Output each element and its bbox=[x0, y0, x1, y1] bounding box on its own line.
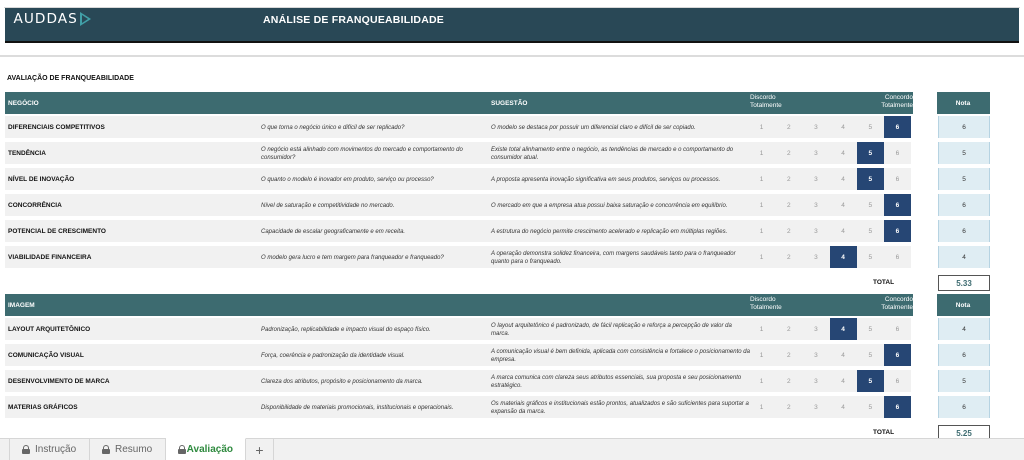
rating-option[interactable]: 5 bbox=[868, 123, 873, 131]
logo-text: AUDDAS bbox=[13, 11, 78, 27]
rating-option[interactable]: 4 bbox=[841, 201, 845, 209]
rating-scale bbox=[748, 116, 911, 138]
rating-option[interactable]: 5 bbox=[868, 201, 873, 209]
rating-option[interactable]: 1 bbox=[759, 351, 764, 359]
rating-option[interactable]: 4 bbox=[830, 318, 857, 340]
agree-line2: Totalmente bbox=[881, 304, 913, 311]
rating-option[interactable]: 1 bbox=[759, 377, 764, 385]
criterion-label: LAYOUT ARQUITETÔNICO bbox=[8, 326, 91, 333]
header-divider bbox=[0, 55, 1024, 57]
rating-option[interactable]: 3 bbox=[814, 149, 818, 157]
report-header bbox=[5, 8, 1019, 43]
rating-option[interactable]: 2 bbox=[786, 351, 791, 359]
total-value[interactable]: 5.25 bbox=[938, 425, 990, 441]
total-row bbox=[5, 272, 990, 292]
rating-option[interactable]: 5 bbox=[868, 325, 873, 333]
criterion-question: O quanto o modelo é inovador em produto, serviço ou processo? bbox=[261, 176, 434, 183]
tab-resumo[interactable] bbox=[90, 439, 166, 460]
tab-label: Resumo bbox=[115, 444, 153, 455]
total-label: TOTAL bbox=[873, 429, 895, 436]
rating-option[interactable]: 3 bbox=[814, 175, 818, 183]
criterion-label: TENDÊNCIA bbox=[8, 150, 46, 157]
add-sheet-button[interactable]: + bbox=[246, 439, 274, 460]
disagree-label bbox=[750, 296, 782, 312]
category-header: IMAGEM bbox=[8, 302, 35, 309]
tab-scroll-area bbox=[0, 439, 10, 460]
rating-option[interactable]: 4 bbox=[841, 403, 845, 411]
rating-option[interactable]: 6 bbox=[895, 325, 900, 333]
rating-option[interactable]: 1 bbox=[759, 253, 764, 261]
rating-option[interactable]: 6 bbox=[884, 344, 911, 366]
tab-label: Avaliação bbox=[186, 444, 233, 455]
agree-line1: Concordo bbox=[884, 94, 913, 101]
criterion-label: NÍVEL DE INOVAÇÃO bbox=[8, 176, 75, 183]
section-title: AVALIAÇÃO DE FRANQUEABILIDADE bbox=[7, 75, 134, 82]
evaluation-table-imagem bbox=[5, 294, 990, 442]
rating-option[interactable]: 2 bbox=[786, 201, 791, 209]
header-gap bbox=[913, 92, 937, 114]
criterion-question: Capacidade de escalar geograficamente e em receita. bbox=[261, 228, 406, 235]
table-row bbox=[5, 318, 990, 342]
tab-avaliacao[interactable] bbox=[166, 438, 246, 460]
rating-option[interactable]: 4 bbox=[841, 351, 845, 359]
brand-logo bbox=[15, 11, 91, 27]
criterion-suggestion: O mercado em que a empresa atua possui baixa saturação e concorrência em equilíbrio. bbox=[491, 202, 728, 209]
rating-option[interactable]: 3 bbox=[814, 253, 818, 261]
criterion-label: CONCORRÊNCIA bbox=[8, 202, 62, 209]
criterion-suggestion: O layout arquitetônico é padronizado, de fácil replicação e reforça a percepção de valor da marca. bbox=[491, 322, 732, 337]
rating-option[interactable]: 6 bbox=[895, 149, 900, 157]
criterion-label: VIABILIDADE FINANCEIRA bbox=[8, 254, 92, 261]
rating-option[interactable]: 5 bbox=[868, 403, 873, 411]
tab-label: Instrução bbox=[35, 444, 77, 455]
rating-option[interactable]: 5 bbox=[868, 351, 873, 359]
table-header bbox=[5, 294, 990, 316]
nota-cell[interactable]: 4 bbox=[938, 318, 990, 340]
total-value[interactable]: 5.33 bbox=[938, 275, 990, 291]
table-row bbox=[5, 116, 990, 140]
rating-option[interactable]: 2 bbox=[786, 175, 791, 183]
criterion-label: MATERIAS GRÁFICOS bbox=[8, 404, 78, 411]
rating-option[interactable]: 3 bbox=[814, 403, 818, 411]
rating-option[interactable]: 1 bbox=[759, 325, 764, 333]
rating-option[interactable]: 1 bbox=[759, 403, 764, 411]
criterion-suggestion: O modelo se destaca por possuir um diferencial claro e difícil de ser copiado. bbox=[491, 124, 696, 131]
nota-header: Nota bbox=[955, 302, 971, 309]
agree-label bbox=[869, 296, 913, 312]
table-row bbox=[5, 142, 990, 166]
rating-option[interactable]: 3 bbox=[814, 351, 818, 359]
rating-option[interactable]: 2 bbox=[786, 123, 791, 131]
criterion-question: Força, coerência e padronização da identidade visual. bbox=[261, 352, 405, 359]
lock-icon bbox=[102, 445, 110, 454]
rating-option[interactable]: 6 bbox=[884, 396, 911, 418]
criterion-suggestion: Os materiais gráficos e institucionais estão prontos, atualizados e são suficientes para suportar a expansão da marca. bbox=[491, 400, 749, 415]
rating-scale bbox=[748, 370, 911, 392]
rating-option[interactable]: 5 bbox=[868, 227, 873, 235]
rating-scale bbox=[748, 396, 911, 418]
nota-cell[interactable]: 6 bbox=[938, 116, 990, 138]
nota-cell[interactable]: 6 bbox=[938, 220, 990, 242]
rating-scale bbox=[748, 142, 911, 164]
rating-option[interactable]: 3 bbox=[814, 227, 818, 235]
total-label: TOTAL bbox=[873, 279, 895, 286]
table-row bbox=[5, 220, 990, 244]
table-body bbox=[5, 318, 990, 420]
suggestion-header: SUGESTÃO bbox=[491, 100, 528, 107]
rating-option[interactable]: 2 bbox=[786, 253, 791, 261]
disagree-line1: Discordo bbox=[750, 296, 776, 303]
criterion-question: Padronização, replicabilidade e impacto visual do espaço físico. bbox=[261, 326, 431, 333]
lock-icon bbox=[178, 445, 182, 454]
table-row bbox=[5, 168, 990, 192]
rating-option[interactable]: 4 bbox=[841, 377, 845, 385]
nota-cell[interactable]: 5 bbox=[938, 370, 990, 392]
rating-option[interactable]: 2 bbox=[786, 403, 791, 411]
disagree-label bbox=[750, 94, 782, 110]
rating-option[interactable]: 5 bbox=[857, 370, 884, 392]
criterion-question: Nível de saturação e competitividade no mercado. bbox=[261, 202, 395, 209]
rating-option[interactable]: 6 bbox=[895, 377, 900, 385]
play-arrow-icon bbox=[80, 12, 91, 26]
rating-option[interactable]: 6 bbox=[895, 253, 900, 261]
disagree-line2: Totalmente bbox=[750, 102, 782, 109]
rating-option[interactable]: 4 bbox=[841, 149, 845, 157]
disagree-line1: Discordo bbox=[750, 94, 776, 101]
page-title: ANÁLISE DE FRANQUEABILIDADE bbox=[263, 14, 444, 26]
criterion-question: Clareza dos atributos, propósito e posicionamento da marca. bbox=[261, 378, 423, 385]
rating-option[interactable]: 3 bbox=[814, 123, 818, 131]
rating-option[interactable]: 1 bbox=[759, 175, 764, 183]
rating-option[interactable]: 1 bbox=[759, 149, 764, 157]
nota-header: Nota bbox=[955, 100, 971, 107]
criterion-label: POTENCIAL DE CRESCIMENTO bbox=[8, 228, 106, 235]
criterion-suggestion: A estrutura do negócio permite crescimento acelerado e replicação em múltiplas regiões. bbox=[491, 228, 728, 235]
rating-option[interactable]: 4 bbox=[841, 175, 845, 183]
criterion-suggestion: A proposta apresenta inovação significativa em seus produtos, serviços ou processos. bbox=[491, 176, 721, 183]
criterion-suggestion: Existe total alinhamento entre o negócio, as tendências de mercado e o comportamento do consumidor atual. bbox=[491, 146, 734, 161]
table-body bbox=[5, 116, 990, 270]
criterion-question: O modelo gera lucro e tem margem para franqueador e franqueado? bbox=[261, 254, 444, 261]
rating-option[interactable]: 6 bbox=[884, 194, 911, 216]
header-gap bbox=[913, 294, 937, 316]
rating-option[interactable]: 2 bbox=[786, 227, 791, 235]
rating-option[interactable]: 3 bbox=[814, 325, 818, 333]
rating-scale bbox=[748, 318, 911, 340]
rating-option[interactable]: 1 bbox=[759, 201, 764, 209]
rating-scale bbox=[748, 246, 911, 268]
rating-option[interactable]: 4 bbox=[830, 246, 857, 268]
rating-option[interactable]: 5 bbox=[857, 142, 884, 164]
table-row bbox=[5, 194, 990, 218]
rating-scale bbox=[748, 220, 911, 242]
tab-instrucao[interactable] bbox=[10, 439, 90, 460]
nota-cell[interactable]: 6 bbox=[938, 194, 990, 216]
criterion-suggestion: A comunicação visual é bem definida, aplicada com consistência e fortalece o posicionamento da empresa. bbox=[491, 348, 750, 363]
table-header bbox=[5, 92, 990, 114]
rating-option[interactable]: 2 bbox=[786, 325, 791, 333]
disagree-line2: Totalmente bbox=[750, 304, 782, 311]
table-row bbox=[5, 344, 990, 368]
evaluation-table-negocio bbox=[5, 92, 990, 292]
agree-line2: Totalmente bbox=[881, 102, 913, 109]
table-row bbox=[5, 370, 990, 394]
nota-cell[interactable]: 5 bbox=[938, 142, 990, 164]
rating-option[interactable]: 6 bbox=[884, 220, 911, 242]
rating-option[interactable]: 1 bbox=[759, 123, 764, 131]
rating-option[interactable]: 6 bbox=[884, 116, 911, 138]
rating-scale bbox=[748, 344, 911, 366]
rating-option[interactable]: 1 bbox=[759, 227, 764, 235]
rating-option[interactable]: 3 bbox=[814, 377, 818, 385]
rating-option[interactable]: 4 bbox=[841, 123, 845, 131]
nota-cell[interactable]: 4 bbox=[938, 246, 990, 268]
criterion-question: O negócio está alinhado com movimentos do mercado e comportamento do consumidor? bbox=[261, 146, 463, 161]
rating-option[interactable]: 2 bbox=[786, 149, 791, 157]
rating-scale bbox=[748, 168, 911, 190]
table-row bbox=[5, 396, 990, 420]
nota-cell[interactable]: 6 bbox=[938, 396, 990, 418]
category-header: NEGÓCIO bbox=[8, 100, 39, 107]
criterion-question: O que torna o negócio único e difícil de ser replicado? bbox=[261, 124, 405, 131]
lock-icon bbox=[22, 445, 30, 454]
criterion-suggestion: A marca comunica com clareza seus atributos essenciais, sua proposta e seu posicionamento estratégico. bbox=[491, 374, 742, 389]
rating-option[interactable]: 4 bbox=[841, 227, 845, 235]
nota-cell[interactable]: 6 bbox=[938, 344, 990, 366]
rating-option[interactable]: 6 bbox=[895, 175, 900, 183]
table-row bbox=[5, 246, 990, 270]
criterion-label: COMUNICAÇÃO VISUAL bbox=[8, 352, 84, 359]
rating-option[interactable]: 2 bbox=[786, 377, 791, 385]
rating-option[interactable]: 5 bbox=[857, 168, 884, 190]
rating-option[interactable]: 3 bbox=[814, 201, 818, 209]
rating-scale bbox=[748, 194, 911, 216]
criterion-suggestion: A operação demonstra solidez financeira, com margens saudáveis tanto para o franqueador quanto para o franqueado. bbox=[491, 250, 736, 265]
agree-line1: Concordo bbox=[884, 296, 913, 303]
agree-label bbox=[869, 94, 913, 110]
criterion-question: Disponibilidade de materiais promocionais, institucionais e operacionais. bbox=[261, 404, 454, 411]
criterion-label: DESENVOLVIMENTO DE MARCA bbox=[8, 378, 110, 385]
criterion-label: DIFERENCIAIS COMPETITIVOS bbox=[8, 124, 105, 131]
nota-cell[interactable]: 5 bbox=[938, 168, 990, 190]
rating-option[interactable]: 5 bbox=[868, 253, 873, 261]
sheet-tab-bar bbox=[0, 438, 1024, 460]
